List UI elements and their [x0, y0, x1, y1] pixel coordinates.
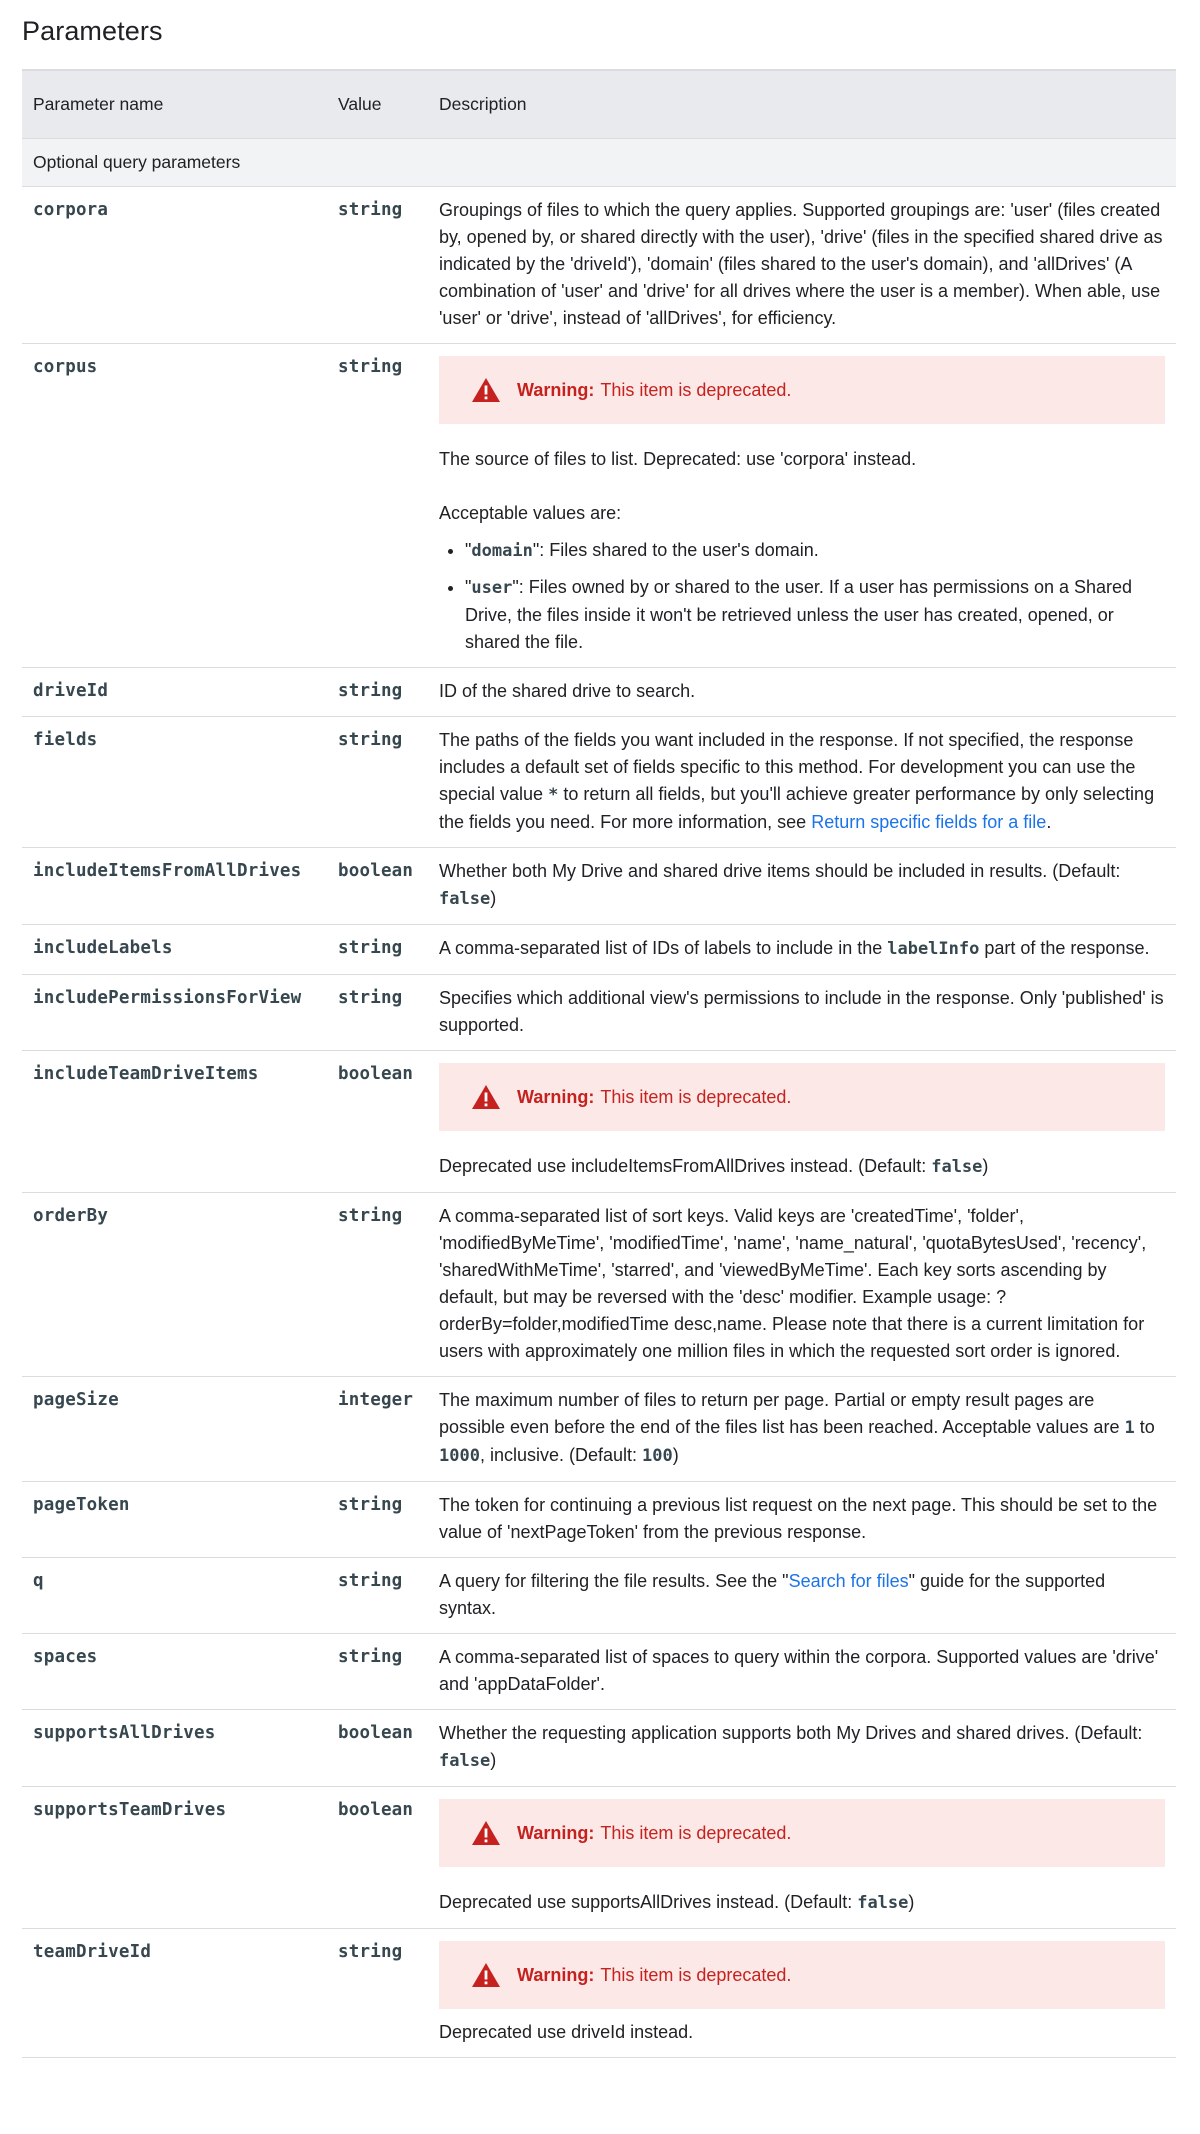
deprecation-warning	[439, 1941, 1165, 2009]
table-row	[22, 848, 1176, 925]
param-name: corpus	[22, 344, 327, 668]
list-item: • "domain": Files shared to the user's domain.	[465, 537, 1165, 565]
inline-code: 100	[642, 1446, 673, 1466]
inline-code: false	[439, 1751, 491, 1771]
param-name: corpora	[22, 187, 327, 344]
list-item: • "user": Files owned by or shared to the user. If a user has permissions on a Shared Drive, the files inside it won't be retrieved unless the user has created, opened, or shared the file.	[465, 574, 1165, 656]
text-part: " guide for the supported syntax.	[439, 1571, 1106, 1618]
header-description: Description	[428, 70, 1176, 139]
description-text	[439, 1153, 1165, 1181]
param-type: string	[327, 1482, 428, 1558]
table-row	[22, 668, 1176, 717]
warning-label: Warning:	[517, 1822, 595, 1843]
warning-label: Warning:	[517, 379, 595, 400]
warning-text: This item is deprecated.	[600, 1086, 792, 1107]
header-parameter-name: Parameter name	[22, 70, 327, 139]
deprecation-warning	[439, 1799, 1165, 1867]
param-type: boolean	[327, 1051, 428, 1193]
text-part: )	[982, 1156, 989, 1176]
deprecation-warning	[439, 1063, 1165, 1131]
description-text	[439, 1720, 1165, 1775]
warning-label: Warning:	[517, 1086, 595, 1107]
description-text: The token for continuing a previous list request on the next page. This should be set to the value of 'nextPageToken' from the previous response.	[439, 1495, 1158, 1542]
param-description	[428, 668, 1176, 717]
text-part: )	[490, 888, 497, 908]
text-part: The paths of the fields you want included in the response. If not specified, the response includes a default set of fields specific to this method. For development you can use the special value	[439, 730, 1136, 804]
param-name: includeTeamDriveItems	[22, 1051, 327, 1193]
header-value: Value	[327, 70, 428, 139]
param-type: string	[327, 1558, 428, 1634]
warning-icon	[471, 1962, 501, 1988]
text-part: .	[1046, 812, 1052, 832]
param-name: supportsTeamDrives	[22, 1787, 327, 1929]
inline-code: 1	[1124, 1418, 1135, 1438]
warning-icon	[471, 1820, 501, 1846]
param-name: supportsAllDrives	[22, 1710, 327, 1787]
param-name: includeItemsFromAllDrives	[22, 848, 327, 925]
text-part: , inclusive. (Default:	[479, 1445, 643, 1465]
param-type: string	[327, 925, 428, 975]
param-description	[428, 717, 1176, 848]
text-part: Deprecated use supportsAllDrives instead. (Default:	[439, 1892, 858, 1912]
warning-icon	[471, 1084, 501, 1110]
param-type: string	[327, 668, 428, 717]
param-description	[428, 1787, 1176, 1929]
value-code: domain	[471, 541, 533, 561]
description-text: Groupings of files to which the query applies. Supported groupings are: 'user' (files created by, opened by, or shared directly with the user), 'drive' (files in the specified shared drive as indicated by the 'driveId'), 'domain' (files shared to the user's domain), and 'allDrives' (A combination of 'user' and 'drive' for all drives where the user is a member). When able, use 'user' or 'drive', instead of 'allDrives', for efficiency.	[439, 200, 1163, 328]
param-description	[428, 1929, 1176, 2058]
group-row	[22, 139, 1176, 187]
param-name: includeLabels	[22, 925, 327, 975]
table-row	[22, 925, 1176, 975]
param-description	[428, 1558, 1176, 1634]
param-name: driveId	[22, 668, 327, 717]
deprecation-warning	[439, 356, 1165, 424]
param-name: q	[22, 1558, 327, 1634]
table-row	[22, 1558, 1176, 1634]
table-row	[22, 187, 1176, 344]
param-name: spaces	[22, 1634, 327, 1710]
param-type: string	[327, 975, 428, 1051]
table-row	[22, 1482, 1176, 1558]
table-row	[22, 1634, 1176, 1710]
table-row	[22, 975, 1176, 1051]
param-type: string	[327, 1634, 428, 1710]
param-type: string	[327, 717, 428, 848]
text-part: to return all fields, but you'll achieve greater performance by only selecting the fields you need. For more information, see	[439, 784, 1155, 832]
param-description	[428, 925, 1176, 975]
description-text	[439, 727, 1165, 836]
inline-code: false	[857, 1893, 909, 1913]
table-row	[22, 1193, 1176, 1377]
param-name: orderBy	[22, 1193, 327, 1377]
inline-code: false	[439, 889, 491, 909]
description-text	[439, 1568, 1165, 1622]
text-part: A comma-separated list of IDs of labels to include in the	[439, 938, 888, 958]
description-text: ID of the shared drive to search.	[439, 681, 696, 701]
description-text: A comma-separated list of sort keys. Valid keys are 'createdTime', 'folder', 'modifiedByMeTime', 'modifiedTime', 'name', 'name_natural', 'quotaBytesUsed', 'recency', 'sharedWithMeTime', 'starred', and 'viewedByMeTime'. Each key sorts ascending by default, but may be reversed with the 'desc' modifier. Example usage: ?orderBy=folder,modifiedTime desc,name. Please note that there is a current limitation for users with approximately one million files in which the requested sort order is ignored.	[439, 1206, 1147, 1361]
param-name: fields	[22, 717, 327, 848]
table-row	[22, 344, 1176, 668]
param-type: integer	[327, 1377, 428, 1482]
table-row	[22, 717, 1176, 848]
acceptable-values-list	[439, 537, 1165, 656]
param-description	[428, 344, 1176, 668]
table-header-row	[22, 70, 1176, 139]
value-description: : Files shared to the user's domain.	[539, 540, 819, 560]
search-for-files-link[interactable]: Search for files	[788, 1571, 909, 1591]
text-part: Whether both My Drive and shared drive items should be included in results. (Default:	[439, 861, 1121, 881]
param-type: boolean	[327, 848, 428, 925]
value-description: : Files owned by or shared to the user. If a user has permissions on a Shared Drive, the files inside it won't be retrieved unless the user has created, opened, or shared the file.	[465, 577, 1133, 652]
page-title: Parameters	[22, 16, 163, 46]
table-row	[22, 1377, 1176, 1482]
inline-code: labelInfo	[887, 939, 980, 959]
text-part: part of the response.	[979, 938, 1150, 958]
warning-icon	[471, 377, 501, 403]
table-row	[22, 1787, 1176, 1929]
value-code: user	[471, 578, 513, 598]
param-description	[428, 975, 1176, 1051]
param-name: includePermissionsForView	[22, 975, 327, 1051]
param-description	[428, 1377, 1176, 1482]
param-type: boolean	[327, 1787, 428, 1929]
warning-text: This item is deprecated.	[600, 1964, 792, 1985]
description-text	[439, 858, 1165, 913]
param-description	[428, 1634, 1176, 1710]
param-name: teamDriveId	[22, 1929, 327, 2058]
param-type: boolean	[327, 1710, 428, 1787]
description-text	[439, 1889, 1165, 1917]
param-description	[428, 1193, 1176, 1377]
description-text: Specifies which additional view's permissions to include in the response. Only 'published' is supported.	[439, 988, 1164, 1035]
description-text: The source of files to list. Deprecated: use 'corpora' instead.	[439, 449, 917, 469]
description-text	[439, 935, 1165, 963]
param-description	[428, 1051, 1176, 1193]
text-part: )	[908, 1892, 915, 1912]
text-part: A query for filtering the file results. See the "	[439, 1571, 789, 1591]
text-part: Deprecated use includeItemsFromAllDrives instead. (Default:	[439, 1156, 932, 1176]
text-part: )	[490, 1750, 497, 1770]
param-name: pageToken	[22, 1482, 327, 1558]
inline-code: false	[931, 1157, 983, 1177]
warning-text: This item is deprecated.	[600, 379, 792, 400]
description-text: Deprecated use driveId instead.	[439, 2022, 694, 2042]
param-description	[428, 848, 1176, 925]
param-type: string	[327, 1929, 428, 2058]
description-text: A comma-separated list of spaces to query within the corpora. Supported values are 'drive' and 'appDataFolder'.	[439, 1647, 1159, 1694]
table-row	[22, 1051, 1176, 1193]
param-type: string	[327, 187, 428, 344]
param-type: string	[327, 1193, 428, 1377]
parameters-table	[22, 69, 1176, 2058]
param-type: string	[327, 344, 428, 668]
description-text	[439, 1387, 1165, 1470]
table-row	[22, 1929, 1176, 2058]
param-description	[428, 1710, 1176, 1787]
param-description	[428, 1482, 1176, 1558]
text-part: )	[672, 1445, 679, 1465]
warning-text: This item is deprecated.	[600, 1822, 792, 1843]
inline-code: *	[548, 785, 559, 805]
acceptable-values-label: Acceptable values are:	[439, 503, 622, 523]
text-part: to	[1134, 1417, 1155, 1437]
inline-code: 1000	[439, 1446, 480, 1466]
param-description	[428, 187, 1176, 344]
param-name: pageSize	[22, 1377, 327, 1482]
table-row	[22, 1710, 1176, 1787]
return-specific-fields-link[interactable]: Return specific fields for a file	[811, 812, 1047, 832]
warning-label: Warning:	[517, 1964, 595, 1985]
group-label: Optional query parameters	[22, 139, 1176, 187]
text-part: Whether the requesting application supports both My Drives and shared drives. (Default:	[439, 1723, 1143, 1743]
text-part: The maximum number of files to return per page. Partial or empty result pages are possible even before the end of the files list has been reached. Acceptable values are	[439, 1390, 1125, 1437]
